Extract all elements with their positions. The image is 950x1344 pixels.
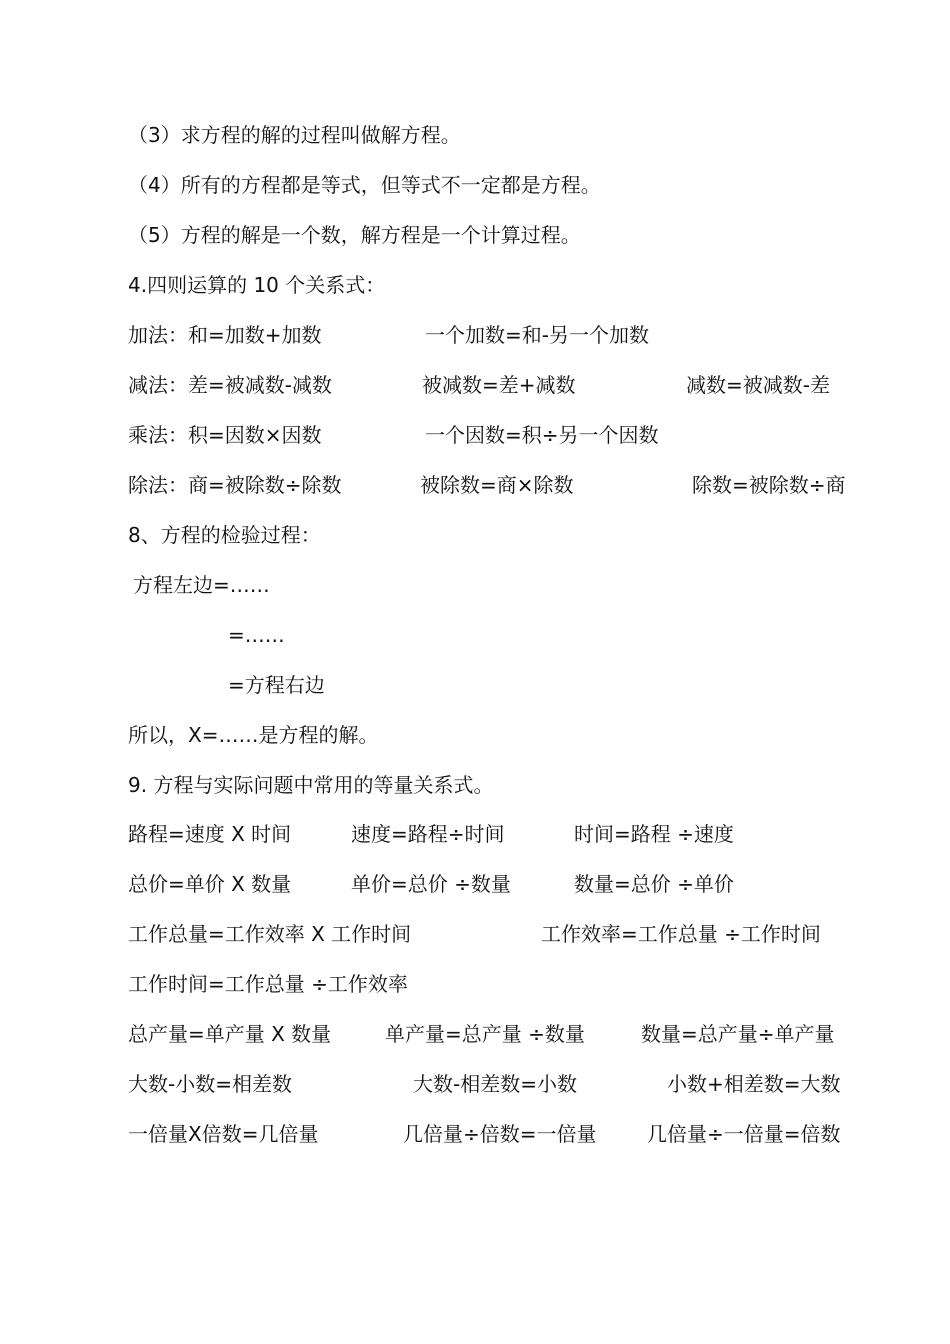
addition-formula-1: 加法：和=加数+加数 — [128, 323, 322, 347]
statement-5: （5）方程的解是一个数，解方程是一个计算过程。 — [128, 223, 581, 247]
relation-work-2: 工作效率=工作总量 ÷工作时间 — [541, 922, 821, 946]
relation-price-1: 总价=单价 X 数量 — [128, 872, 292, 896]
relation-work-3: 工作时间=工作总量 ÷工作效率 — [128, 972, 408, 996]
relation-price-2: 单价=总价 ÷数量 — [351, 872, 511, 896]
relation-distance-3: 时间=路程 ÷速度 — [574, 822, 734, 846]
relation-difference-2: 大数-相差数=小数 — [413, 1072, 577, 1096]
statement-3: （3）求方程的解的过程叫做解方程。 — [128, 123, 461, 147]
relation-distance-2: 速度=路程÷时间 — [351, 822, 505, 846]
relation-multiple-3: 几倍量÷一倍量=倍数 — [647, 1122, 841, 1146]
statement-4: （4）所有的方程都是等式，但等式不一定都是方程。 — [128, 173, 601, 197]
division-formula-2: 被除数=商×除数 — [420, 473, 574, 497]
multiplication-formula-2: 一个因数=积÷另一个因数 — [425, 423, 659, 447]
relation-multiple-2: 几倍量÷倍数=一倍量 — [403, 1122, 597, 1146]
relation-price-3: 数量=总价 ÷单价 — [574, 872, 734, 896]
subtraction-formula-3: 减数=被减数-差 — [686, 373, 830, 397]
division-formula-3: 除数=被除数÷商 — [692, 473, 846, 497]
relation-production-1: 总产量=单产量 X 数量 — [128, 1022, 332, 1046]
division-formula-1: 除法：商=被除数÷除数 — [128, 473, 342, 497]
section-9-heading: 9. 方程与实际问题中常用的等量关系式。 — [128, 773, 494, 797]
subtraction-formula-2: 被减数=差+减数 — [422, 373, 576, 397]
relation-difference-1: 大数-小数=相差数 — [128, 1072, 292, 1096]
relation-distance-1: 路程=速度 X 时间 — [128, 822, 292, 846]
section-4-heading: 4.四则运算的 10 个关系式： — [128, 273, 386, 297]
check-step-3: =方程右边 — [228, 673, 325, 697]
check-step-1: 方程左边=…… — [133, 573, 270, 597]
addition-formula-2: 一个加数=和-另一个加数 — [425, 323, 649, 347]
relation-work-1: 工作总量=工作效率 X 工作时间 — [128, 922, 412, 946]
multiplication-formula-1: 乘法：积=因数×因数 — [128, 423, 322, 447]
subtraction-formula-1: 减法：差=被减数-减数 — [128, 373, 332, 397]
check-step-2: =…… — [228, 623, 285, 647]
section-8-heading: 8、方程的检验过程： — [128, 523, 321, 547]
relation-production-2: 单产量=总产量 ÷数量 — [385, 1022, 585, 1046]
check-conclusion: 所以，X=……是方程的解。 — [128, 723, 379, 747]
relation-multiple-1: 一倍量X倍数=几倍量 — [128, 1122, 319, 1146]
relation-production-3: 数量=总产量÷单产量 — [641, 1022, 835, 1046]
relation-difference-3: 小数+相差数=大数 — [667, 1072, 841, 1096]
